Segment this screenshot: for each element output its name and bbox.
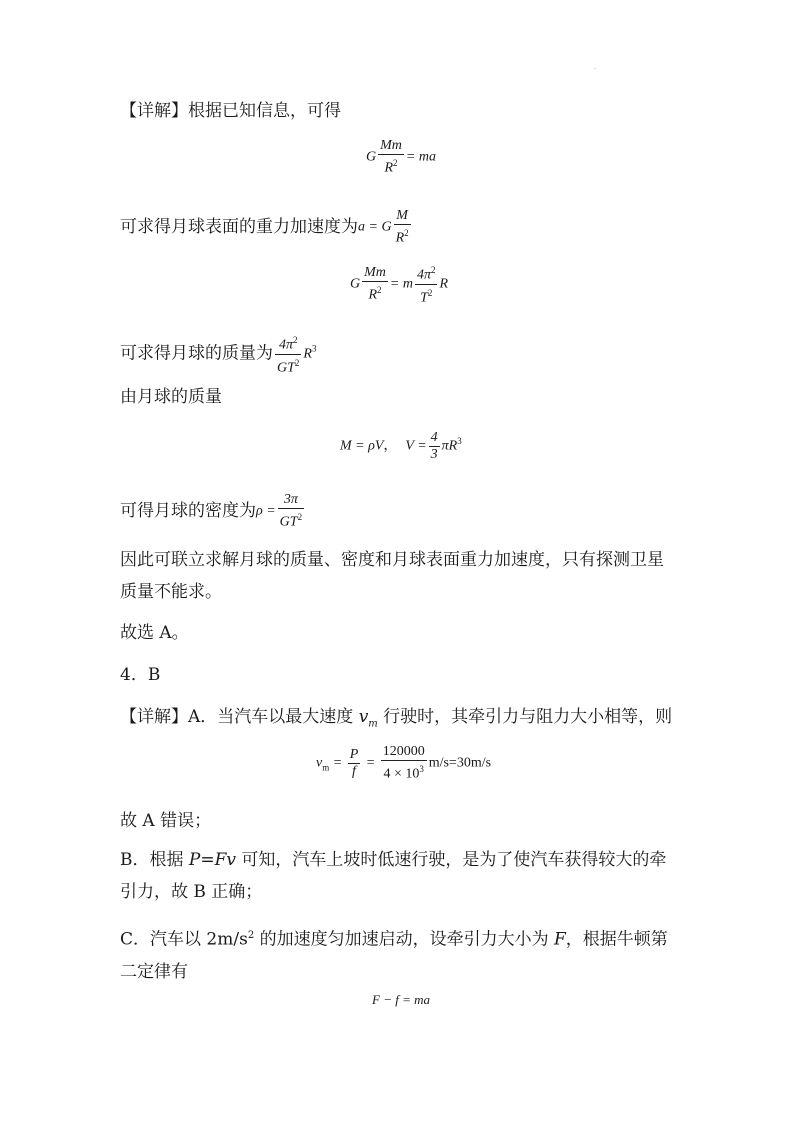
inline-equation-mass: $\frac{4\pi^2}{GT^2}$ $R^3$	[273, 332, 316, 376]
equation-orbit: G $\frac{Mm}{R^2}$ = m $\frac{4\pi^2}{T^2}$ R	[350, 262, 448, 306]
paragraph-answer-a: 故选 A。	[120, 623, 189, 643]
paragraph-detail-c: C．汽车以 $2m/s^2$ 的加速度匀加速启动，设牵引力大小为 F，根据牛顿第二定律有	[120, 929, 668, 982]
question-number-4: 4．B	[120, 665, 161, 685]
corner-mark: ·	[594, 66, 596, 73]
paragraph-moon-mass-from: 由月球的质量	[120, 387, 222, 407]
equation-max-velocity: $v_m$ = $\frac{P}{f}$ = $\frac{120000}{4 \times 10^3}$ m/s=30m/s	[316, 744, 492, 782]
equation-density-volume: M = ρV， V = $\frac{4}{3}$ $\pi R^3$	[340, 430, 462, 462]
paragraph-surface-gravity: 可求得月球表面的重力加速度为a = G $\frac{M}{R^2}$	[120, 208, 413, 247]
paragraph-detail-b: B．根据 P=Fv 可知，汽车上坡时低速行驶，是为了使汽车获得较大的牵引力，故 B 正确；	[120, 850, 667, 902]
paragraph-moon-density: 可得月球的密度为ρ = $\frac{3\pi}{GT^2}$	[120, 492, 306, 531]
equation-gravity-ma: G $\frac{Mm}{R^2}$ = ma	[366, 138, 436, 176]
paragraph-conclusion: 因此可联立求解月球的质量、密度和月球表面重力加速度，只有探测卫星质量不能求。	[120, 550, 664, 602]
equation-newton-second-law: F − f = ma	[372, 992, 430, 1007]
paragraph-detail-intro: 【详解】根据已知信息，可得	[120, 101, 341, 121]
inline-equation-density: ρ = $\frac{3\pi}{GT^2}$	[256, 492, 303, 530]
inline-equation-a: a = G $\frac{M}{R^2}$	[358, 208, 409, 246]
paragraph-moon-mass: 可求得月球的质量为 $\frac{4\pi^2}{GT^2}$ $R^3$	[120, 332, 316, 376]
paragraph-detail-a: 【详解】A．当汽车以最大速度 $v_m$ 行驶时，其牵引力与阻力大小相等，则	[120, 707, 673, 730]
paragraph-a-wrong: 故 A 错误；	[120, 811, 212, 831]
